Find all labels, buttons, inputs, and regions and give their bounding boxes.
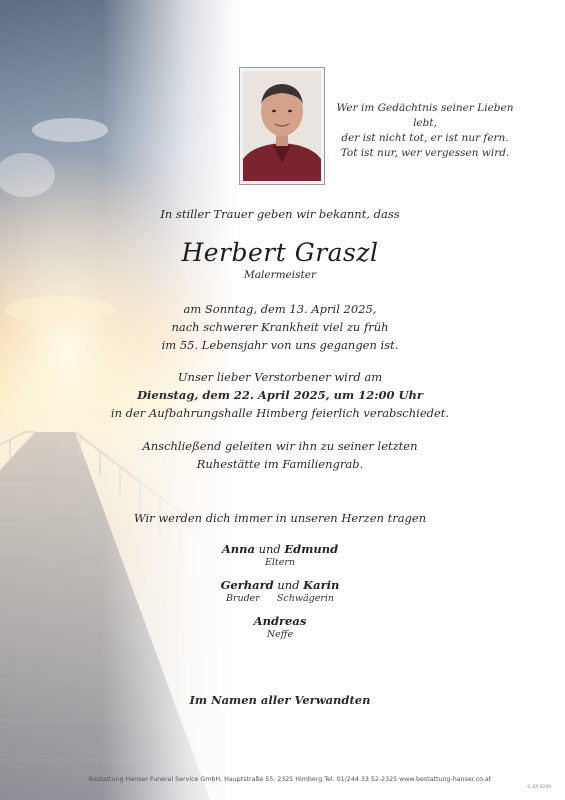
farewell-line: Unser lieber Verstorbener wird am (177, 370, 383, 384)
mourner-name: Andreas (253, 614, 307, 628)
funeral-service-footer: Bestattung Hanser Funeral Service GmbH, Hauptstraße 55, 2325 Himberg Tel. 01/244 33 52-2325 www.bestattung-hanser.co.at (88, 776, 492, 783)
mourner-name: Gerhard (220, 578, 274, 592)
mourner-relation: Eltern (264, 557, 296, 568)
conjunction: und (277, 578, 300, 592)
poem-line: Wer im Gedächtnis seiner Lieben lebt, (336, 102, 514, 129)
mourner-relation: Bruder (225, 593, 260, 604)
death-notice (100, 300, 460, 354)
death-line: am Sonntag, dem 13. April 2025, (183, 302, 377, 316)
farewell-date: Dienstag, dem 22. April 2025, um 12:00 Uhr (137, 388, 423, 402)
portrait-image (243, 71, 321, 181)
death-line: im 55. Lebensjahr von uns gegangen ist. (161, 338, 399, 352)
mourner-group-parents (100, 542, 460, 568)
intro-text: In stiller Trauer geben wir bekannt, dass (160, 207, 400, 221)
mourner-name: Karin (303, 578, 340, 592)
burial-notice (100, 437, 460, 473)
deceased-name: Herbert Graszl (181, 238, 379, 267)
mourner-relation: Neffe (266, 629, 294, 640)
occupation: Malermeister (244, 269, 316, 281)
memorial-poem (330, 101, 520, 161)
death-line: nach schwerer Krankheit viel zu früh (171, 320, 389, 334)
farewell-notice (100, 368, 460, 422)
mourner-name: Anna (221, 542, 255, 556)
document-code: © EP 9240 (526, 785, 551, 790)
mourner-group-siblings (100, 578, 460, 604)
poem-line: Tot ist nur, wer vergessen wird. (340, 147, 510, 159)
mourner-name: Edmund (284, 542, 339, 556)
farewell-line: in der Aufbahrungshalle Himberg feierlich verabschiedet. (110, 406, 450, 420)
portrait-photo (239, 67, 325, 185)
burial-line: Anschließend geleiten wir ihn zu seiner letzten (142, 439, 418, 453)
poem-line: der ist nicht tot, er ist nur fern. (341, 132, 509, 144)
closing-line: Im Namen aller Verwandten (189, 693, 371, 707)
hearts-line: Wir werden dich immer in unseren Herzen tragen (133, 511, 427, 525)
burial-line: Ruhestätte im Familiengrab. (196, 457, 364, 471)
mourner-relation: Schwägerin (276, 593, 335, 604)
conjunction: und (258, 542, 281, 556)
mourner-group-nephew (100, 614, 460, 640)
